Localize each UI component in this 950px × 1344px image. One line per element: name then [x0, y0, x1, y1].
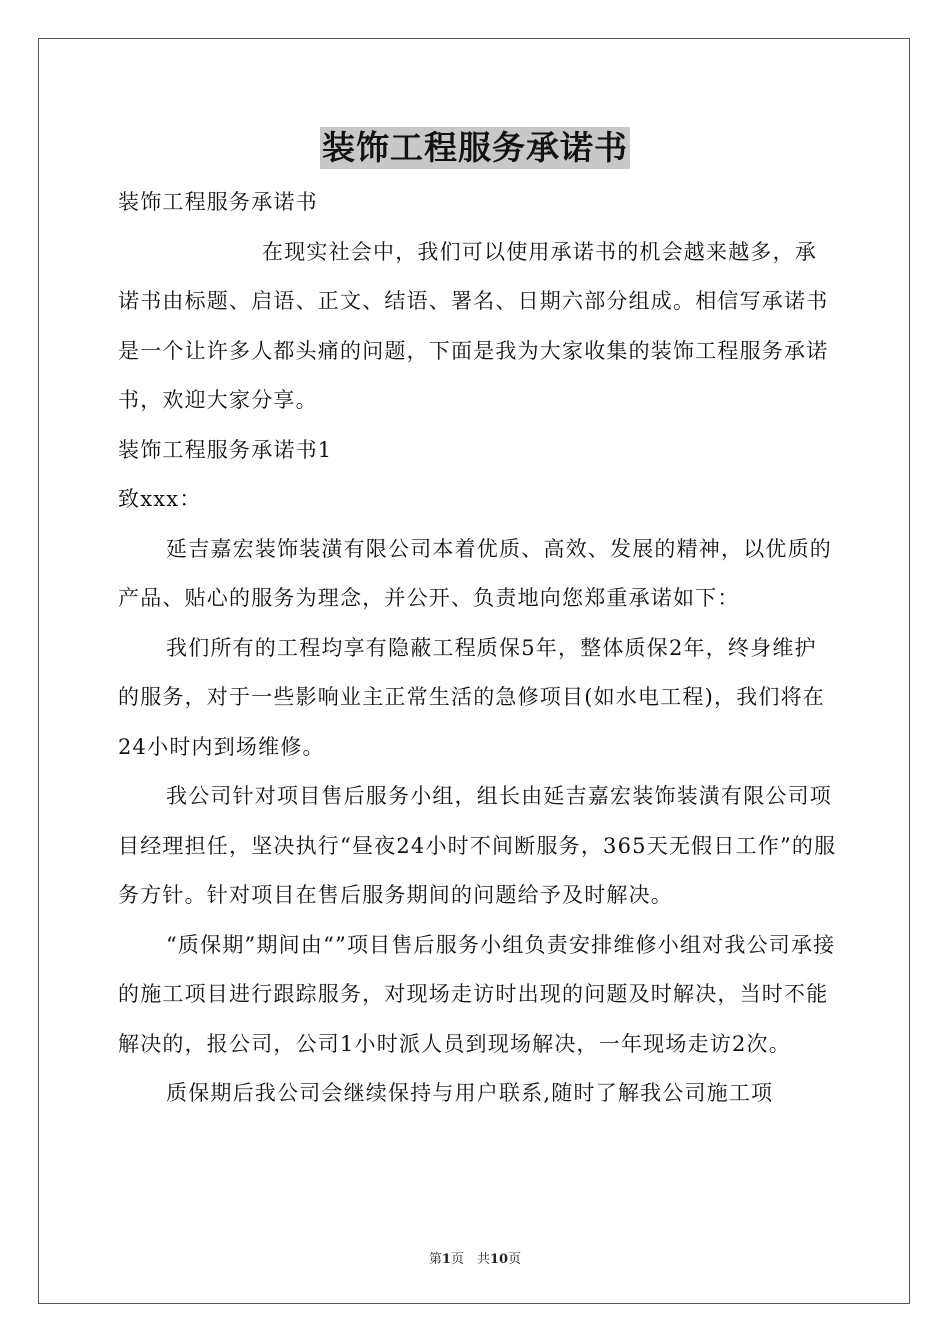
page-total: 10	[489, 1252, 509, 1267]
page-suffix: 页	[508, 1252, 522, 1267]
paragraph-body-2: 我们所有的工程均享有隐蔽工程质保5年，整体质保2年，终身维护的服务，对于一些影响业主正常生活的急修项目(如水电工程)，我们将在24小时内到场维修。	[118, 635, 825, 759]
paragraph-salutation: 致xxx：	[118, 487, 202, 511]
title-container	[0, 127, 950, 169]
document-title: 装饰工程服务承诺书	[322, 128, 628, 167]
document-body	[118, 178, 838, 1119]
paragraph-body-5: 质保期后我公司会继续保持与用户联系,随时了解我公司施工项	[166, 1081, 774, 1105]
page-current: 1	[441, 1252, 451, 1267]
page-mid: 页 共	[450, 1252, 490, 1267]
paragraph-body-1: 延吉嘉宏装饰装潢有限公司本着优质、高效、发展的精神，以优质的产品、贴心的服务为理念，并公开、负责地向您郑重承诺如下：	[118, 536, 832, 610]
paragraph-subtitle: 装饰工程服务承诺书	[118, 190, 318, 214]
page-prefix: 第	[428, 1252, 442, 1267]
paragraph-section-heading: 装饰工程服务承诺书1	[118, 437, 333, 462]
paragraph-body-4: “质保期”期间由“”项目售后服务小组负责安排维修小组对我公司承接的施工项目进行跟踪服务，对现场走访时出现的问题及时解决，当时不能解决的，报公司，公司1小时派人员到现场解决，一年现场走访2次。	[118, 932, 836, 1056]
paragraph-intro: 在现实社会中，我们可以使用承诺书的机会越来越多，承诺书由标题、启语、正文、结语、署名、日期六部分组成。相信写承诺书是一个让许多人都头痛的问题，下面是我为大家收集的装饰工程服务承诺书，欢迎大家分享。	[118, 239, 829, 412]
page-footer	[0, 1248, 950, 1267]
paragraph-body-3: 我公司针对项目售后服务小组，组长由延吉嘉宏装饰装潢有限公司项目经理担任，坚决执行“昼夜24小时不间断服务，365天无假日工作”的服务方针。针对项目在售后服务期间的问题给予及时解决。	[118, 784, 837, 907]
